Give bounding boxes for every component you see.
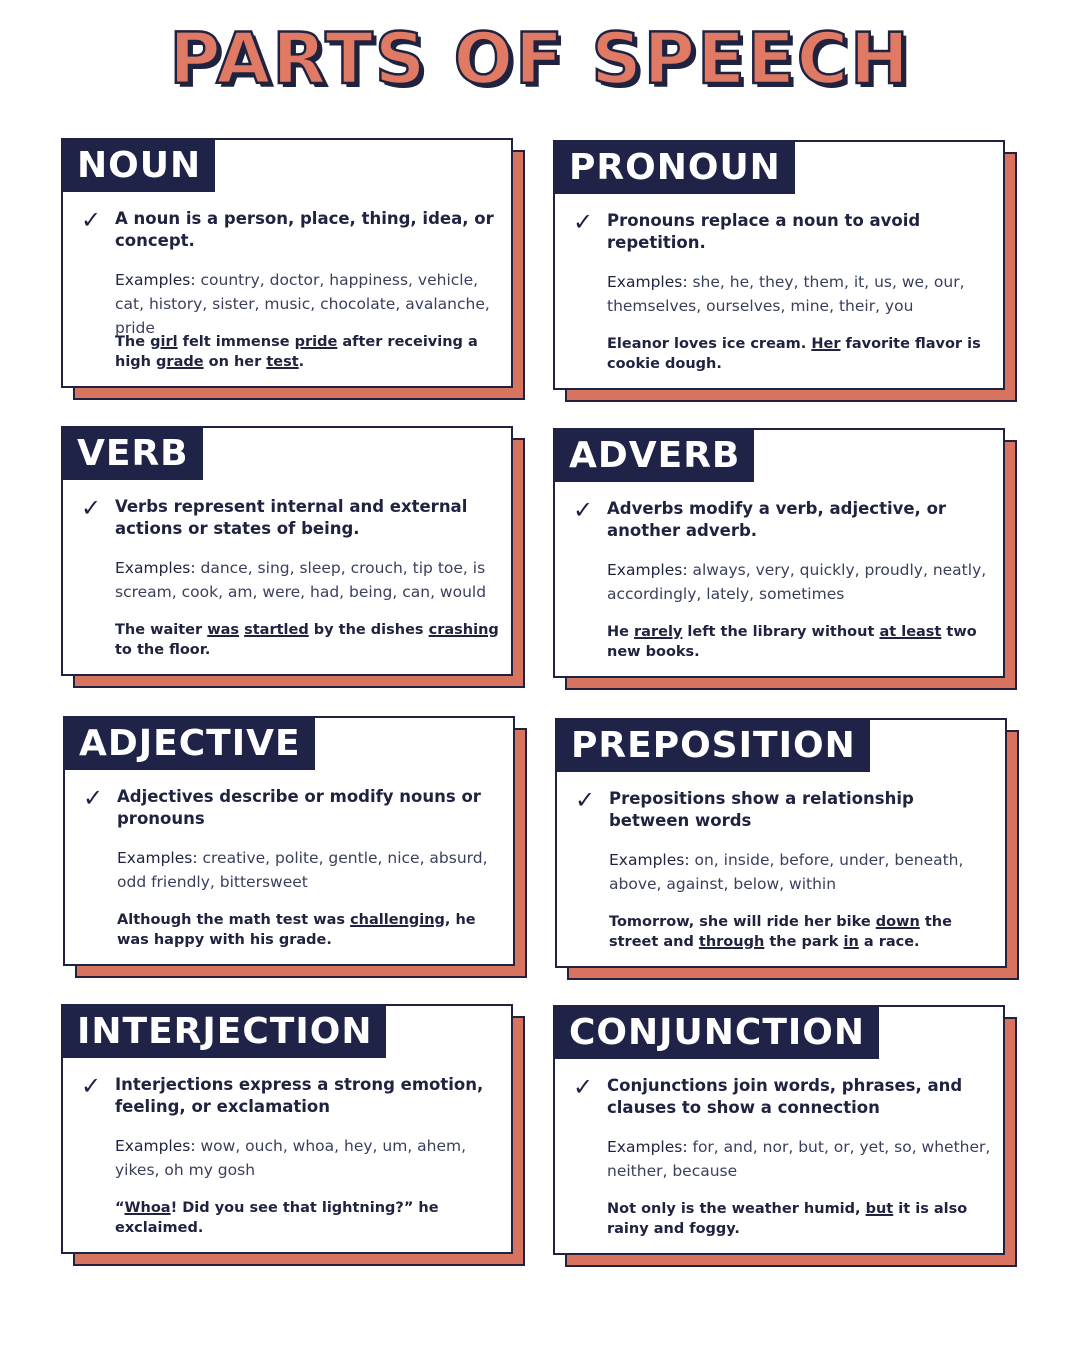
highlighted-word: down (875, 914, 920, 930)
examples-label: Examples: (607, 561, 688, 579)
adjective-heading: ADJECTIVE (65, 718, 315, 770)
examples-text (607, 1135, 992, 1183)
highlighted-word: crashing (428, 622, 499, 638)
definition-text: Prepositions show a relationship between words (609, 789, 914, 830)
examples-text (609, 848, 994, 896)
definition-text: Conjunctions join words, phrases, and clauses to show a connection (607, 1076, 963, 1117)
highlighted-word: girl (150, 334, 178, 350)
interjection-heading: INTERJECTION (63, 1006, 386, 1058)
sentence-fragment: on her (203, 354, 267, 370)
verb-heading: VERB (63, 428, 203, 480)
highlighted-word: startled (244, 622, 309, 638)
sentence-fragment: by the dishes (308, 622, 429, 638)
card-body (553, 1005, 1005, 1255)
examples-list: she, he, they, them, it, us, we, our, themselves, ourselves, mine, their, you (607, 273, 965, 315)
definition-text: Adverbs modify a verb, adjective, or another adverb. (607, 499, 947, 540)
highlighted-word: grade (156, 354, 204, 370)
examples-text (115, 268, 500, 340)
card-body (61, 138, 513, 388)
checkmark-icon: ✓ (573, 1073, 594, 1101)
examples-label: Examples: (115, 559, 196, 577)
verb-card (61, 426, 525, 688)
card-body (555, 718, 1007, 968)
interjection-card (61, 1004, 525, 1266)
sentence-fragment: . (298, 354, 305, 370)
page-title: PARTS OF SPEECH (169, 18, 911, 100)
sentence-fragment: Eleanor loves ice cream. (607, 336, 812, 352)
sentence-fragment: it is also rainy and foggy. (607, 1201, 968, 1237)
examples-list: wow, ouch, whoa, hey, um, ahem, yikes, oh my gosh (115, 1137, 467, 1179)
pronoun-heading: PRONOUN (555, 142, 795, 194)
checkmark-icon: ✓ (575, 786, 596, 814)
sentence-fragment: , he was happy with his grade. (117, 912, 476, 948)
example-sentence (115, 1198, 505, 1238)
sentence-fragment: to the floor. (115, 642, 211, 658)
conjunction-card (553, 1005, 1017, 1267)
highlighted-word: was (207, 622, 240, 638)
highlighted-word: Her (811, 336, 841, 352)
highlighted-word: pride (294, 334, 338, 350)
examples-label: Examples: (609, 851, 690, 869)
sentence-fragment: two new books. (607, 624, 977, 660)
examples-text (607, 270, 992, 318)
checkmark-icon: ✓ (573, 496, 594, 524)
examples-text (117, 846, 502, 894)
example-sentence (607, 1199, 997, 1239)
card-body (61, 426, 513, 676)
sentence-fragment: left the library without (682, 624, 880, 640)
highlighted-word: at least (879, 624, 942, 640)
checkmark-icon: ✓ (81, 494, 102, 522)
checkmark-icon: ✓ (81, 206, 102, 234)
sentence-fragment: He (607, 624, 635, 640)
checkmark-icon: ✓ (81, 1072, 102, 1100)
example-sentence (115, 332, 505, 372)
highlighted-word: but (865, 1201, 894, 1217)
highlighted-word: challenging (350, 912, 445, 928)
sentence-fragment: Although the math test was (117, 912, 351, 928)
card-body (553, 428, 1005, 678)
example-sentence (607, 334, 997, 374)
examples-text (115, 1134, 500, 1182)
sentence-fragment: Not only is the weather humid, (607, 1201, 866, 1217)
sentence-fragment: The (115, 334, 151, 350)
sentence-fragment: favorite flavor is cookie dough. (607, 336, 981, 372)
preposition-card (555, 718, 1019, 980)
definition-text: Interjections express a strong emotion, feeling, or exclamation (115, 1075, 484, 1116)
card-body (61, 1004, 513, 1254)
highlighted-word: in (843, 934, 859, 950)
examples-label: Examples: (115, 1137, 196, 1155)
adverb-card (553, 428, 1017, 690)
highlighted-word: Whoa (124, 1200, 171, 1216)
card-body (63, 716, 515, 966)
adjective-card (63, 716, 527, 978)
example-sentence (609, 912, 999, 952)
checkmark-icon: ✓ (573, 208, 594, 236)
sentence-fragment: after receiving a high (115, 334, 478, 370)
example-sentence (117, 910, 507, 950)
definition-text: Verbs represent internal and external actions or states of being. (115, 497, 468, 538)
examples-list: dance, sing, sleep, crouch, tip toe, is scream, cook, am, were, had, being, can, would (115, 559, 487, 601)
examples-list: on, inside, before, under, beneath, above, against, below, within (609, 851, 964, 893)
highlighted-word: through (698, 934, 765, 950)
examples-label: Examples: (607, 1138, 688, 1156)
examples-label: Examples: (607, 273, 688, 291)
examples-text (115, 556, 500, 604)
noun-heading: NOUN (63, 140, 215, 192)
definition-text: Pronouns replace a noun to avoid repetition. (607, 211, 921, 252)
examples-list: for, and, nor, but, or, yet, so, whether, neither, because (607, 1138, 991, 1180)
sentence-fragment: “ (115, 1200, 125, 1216)
noun-card (61, 138, 525, 400)
highlighted-word: rarely (634, 624, 683, 640)
example-sentence (115, 620, 505, 660)
definition-text: Adjectives describe or modify nouns or pronouns (117, 787, 481, 828)
examples-list: always, very, quickly, proudly, neatly, accordingly, lately, sometimes (607, 561, 987, 603)
sentence-fragment: the street and (609, 914, 952, 950)
sentence-fragment: the park (764, 934, 844, 950)
checkmark-icon: ✓ (83, 784, 104, 812)
conjunction-heading: CONJUNCTION (555, 1007, 879, 1059)
examples-list: country, doctor, happiness, vehicle, cat, history, sister, music, chocolate, avalanche, pride (115, 271, 490, 337)
preposition-heading: PREPOSITION (557, 720, 870, 772)
pronoun-card (553, 140, 1017, 402)
examples-label: Examples: (117, 849, 198, 867)
adverb-heading: ADVERB (555, 430, 754, 482)
sentence-fragment: felt immense (177, 334, 295, 350)
examples-label: Examples: (115, 271, 196, 289)
sentence-fragment: The waiter (115, 622, 208, 638)
definition-text: A noun is a person, place, thing, idea, or concept. (115, 209, 494, 250)
highlighted-word: test (266, 354, 299, 370)
examples-list: creative, polite, gentle, nice, absurd, odd friendly, bittersweet (117, 849, 488, 891)
sentence-fragment: ! Did you see that lightning?” he exclaimed. (115, 1200, 439, 1236)
card-body (553, 140, 1005, 390)
sentence-fragment: Tomorrow, she will ride her bike (609, 914, 876, 930)
sentence-fragment: a race. (858, 934, 920, 950)
examples-text (607, 558, 992, 606)
example-sentence (607, 622, 997, 662)
